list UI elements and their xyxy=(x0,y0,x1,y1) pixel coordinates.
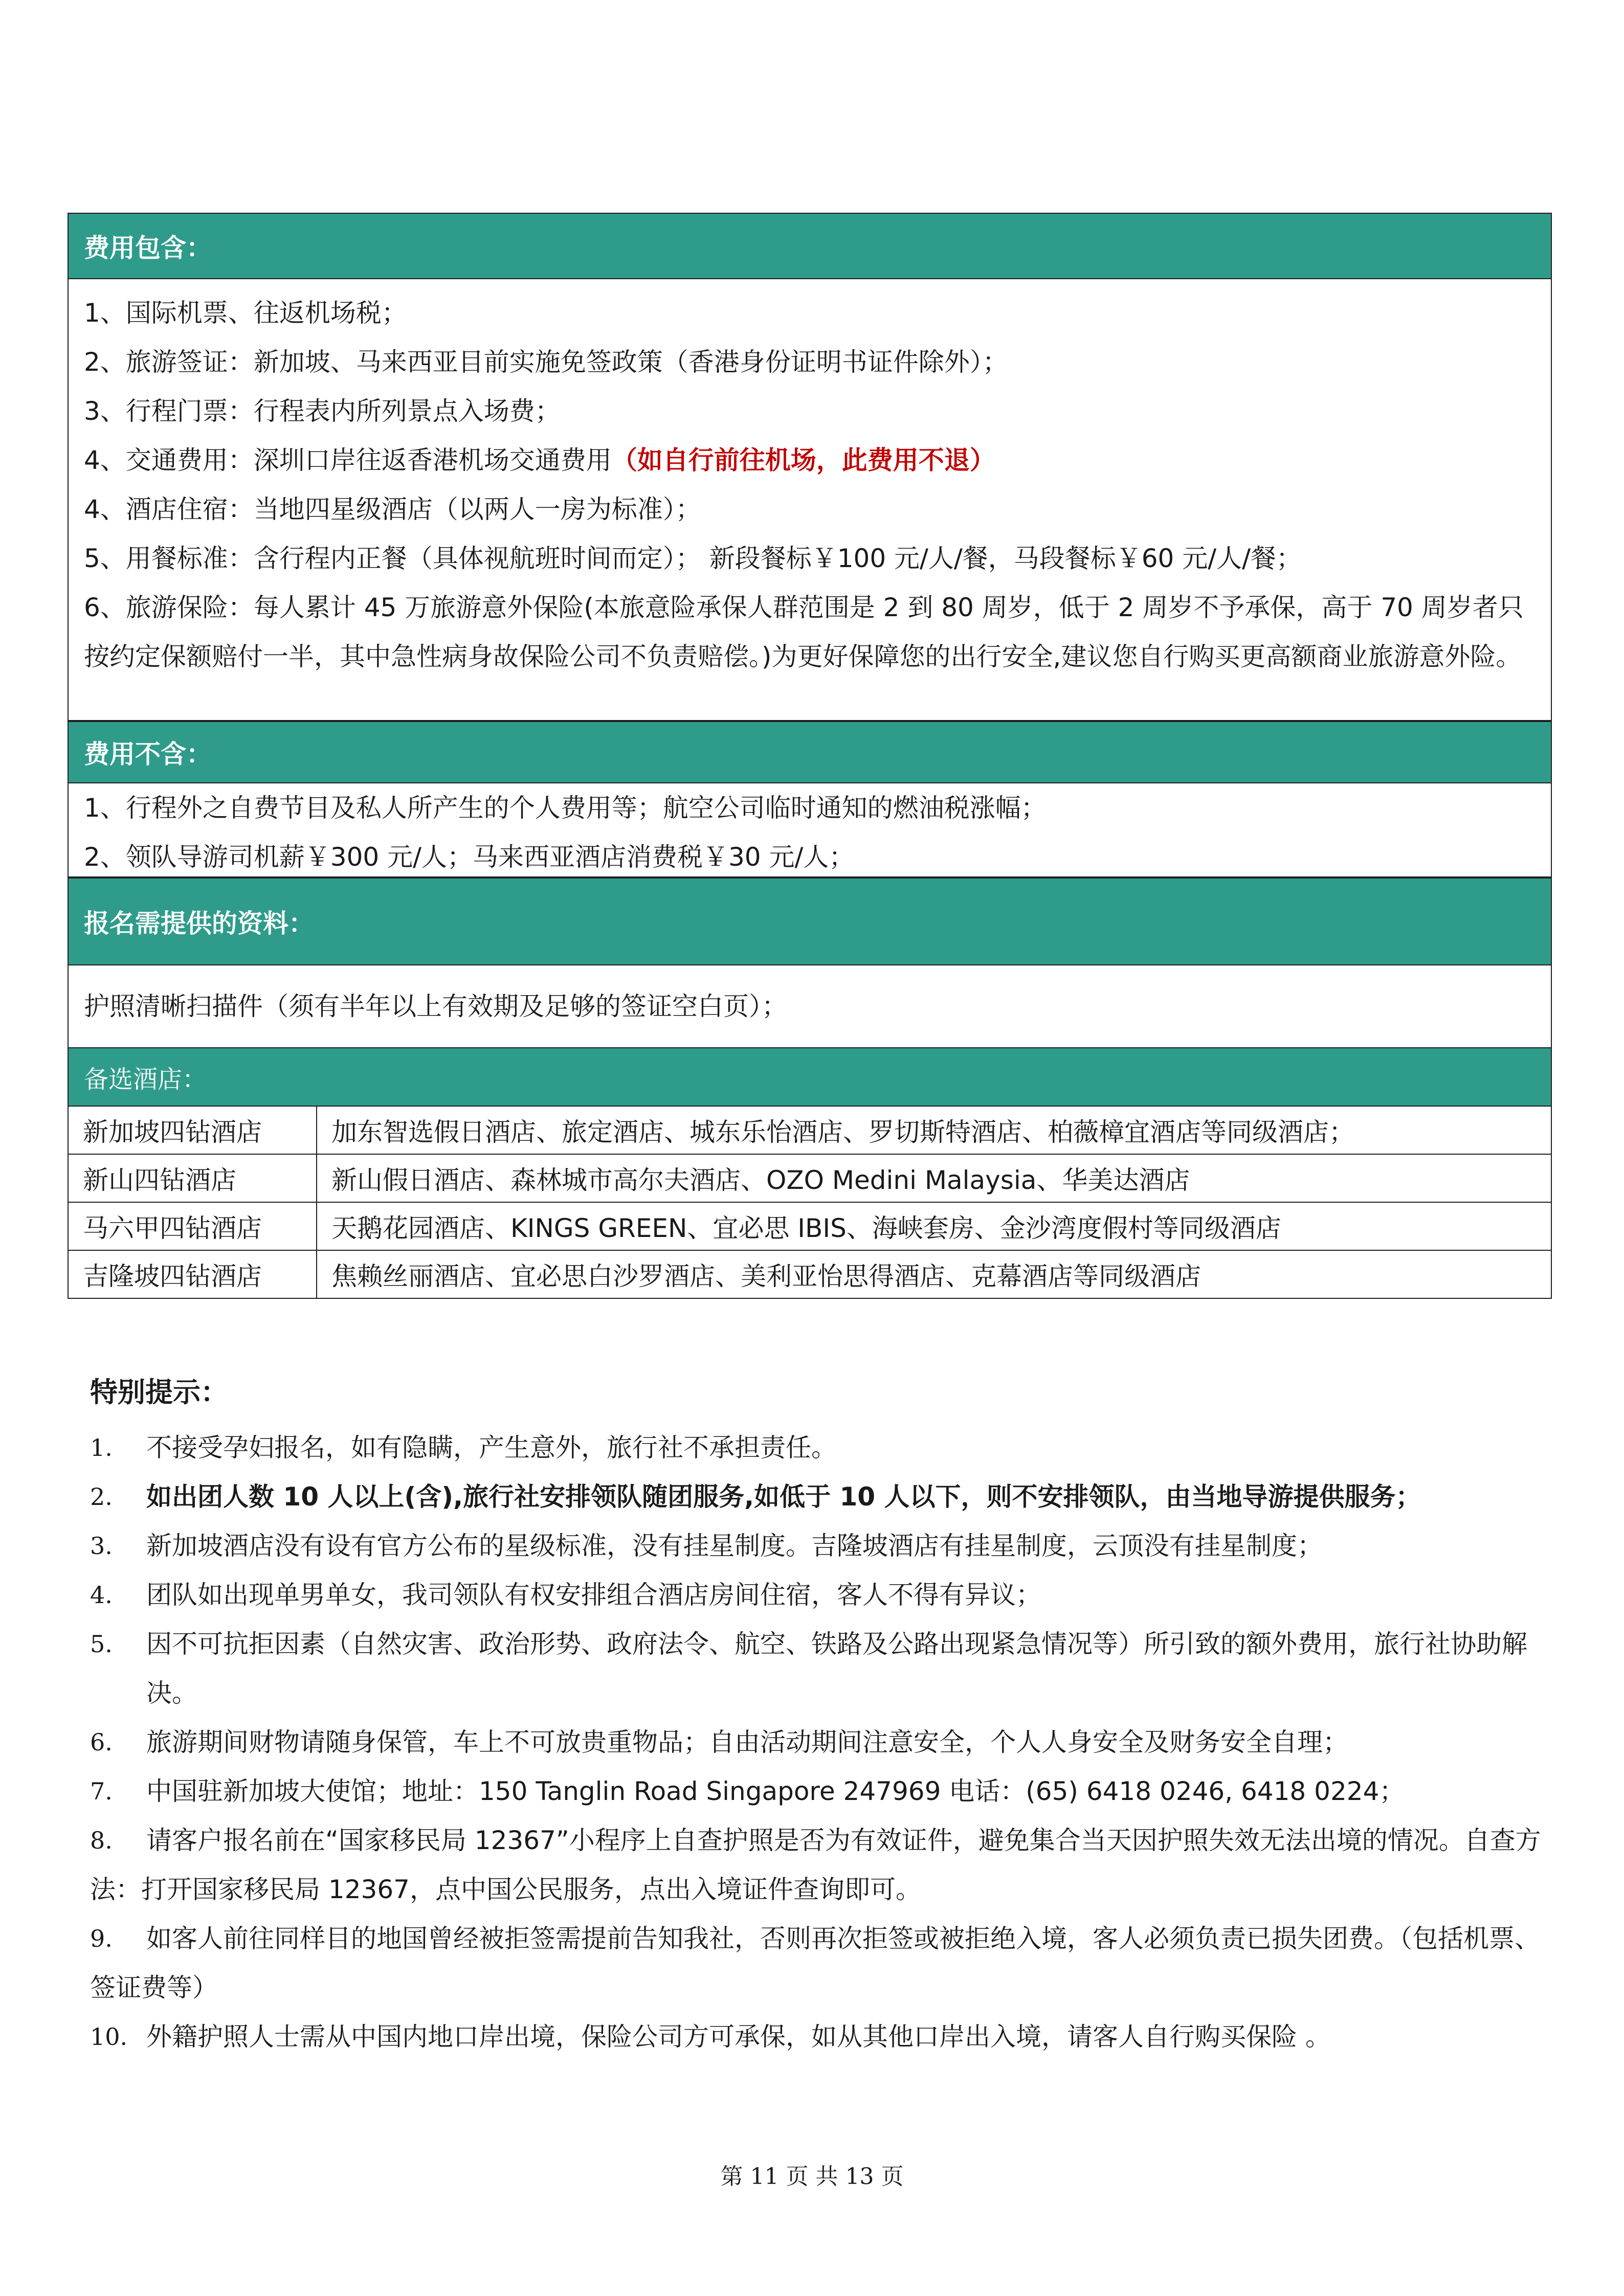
note-number: 10. xyxy=(90,2023,128,2051)
note-text: 不接受孕妇报名，如有隐瞒，产生意外，旅行社不承担责任。 xyxy=(146,1433,837,1462)
list-item xyxy=(90,1570,1553,1619)
list-item xyxy=(90,1718,1553,1767)
list-item xyxy=(90,1816,1553,1914)
note-text: 因不可抗拒因素（自然灾害、政治形势、政府法令、航空、铁路及公路出现紧急情况等）所引致的额外费用，旅行社协助解决。 xyxy=(146,1629,1527,1708)
table-row xyxy=(68,1106,1551,1154)
included-item: 4、酒店住宿：当地四星级酒店（以两人一房为标准）； xyxy=(84,494,701,524)
note-text: 新加坡酒店没有设有官方公布的星级标准，没有挂星制度。吉隆坡酒店有挂星制度，云顶没有挂星制度； xyxy=(146,1531,1323,1561)
list-item xyxy=(90,1619,1553,1718)
note-text: 如出团人数 10 人以上(含),旅行社安排领队随团服务,如低于 10 人以下，则不安排领队，由当地导游提供服务； xyxy=(146,1482,1421,1512)
hotel-area: 马六甲四钻酒店 xyxy=(68,1202,317,1250)
table-row xyxy=(68,1154,1551,1202)
excluded-header-text: 费用不含： xyxy=(84,739,212,769)
hotels-table xyxy=(68,1106,1552,1299)
included-item: 3、行程门票：行程表内所列景点入场费； xyxy=(84,396,561,426)
note-text: 如客人前往同样目的地国曾经被拒签需提前告知我社，否则再次拒签或被拒绝入境，客人必须负责已损失团费。（包括机票、签证费等） xyxy=(90,1924,1540,2002)
note-number: 6. xyxy=(90,1728,113,1756)
list-item xyxy=(90,2012,1553,2061)
list-item xyxy=(90,1521,1553,1570)
hotel-area: 新加坡四钻酒店 xyxy=(68,1106,317,1154)
required-docs-text: 护照清晰扫描件（须有半年以上有效期及足够的签证空白页）； xyxy=(84,992,787,1021)
note-number: 5. xyxy=(90,1630,113,1658)
included-item: 6、旅游保险：每人累计 45 万旅游意外保险(本旅意险承保人群范围是 2 到 80 周岁，低于 2 周岁不予承保，高于 70 周岁者只按约定保额赔付一半，其中急性病身故保险公司不负责赔偿。)为更好保障您的出行安全,建议您自行购买更高额商业旅游意外险。 xyxy=(84,593,1524,671)
note-number: 7. xyxy=(90,1777,113,1805)
list-item xyxy=(90,1472,1553,1521)
required-docs-header-text: 报名需提供的资料： xyxy=(84,909,314,938)
hotel-area: 新山四钻酒店 xyxy=(68,1154,317,1202)
hotel-list: 新山假日酒店、森林城市高尔夫酒店、OZO Medini Malaysia、华美达酒店 xyxy=(317,1154,1551,1202)
note-number: 4. xyxy=(90,1581,113,1609)
included-header xyxy=(68,213,1552,279)
hotel-list: 加东智选假日酒店、旅定酒店、城东乐怡酒店、罗切斯特酒店、柏薇樟宜酒店等同级酒店； xyxy=(317,1106,1551,1154)
notes-title: 特别提示： xyxy=(90,1376,228,1408)
note-number: 9. xyxy=(90,1925,113,1952)
excluded-item: 1、行程外之自费节目及私人所产生的个人费用等；航空公司临时通知的燃油税涨幅； xyxy=(84,793,1047,823)
note-number: 1. xyxy=(90,1434,113,1461)
required-docs-header xyxy=(68,877,1552,965)
hotel-list: 焦赖丝丽酒店、宜必思白沙罗酒店、美利亚怡思得酒店、克幕酒店等同级酒店 xyxy=(317,1250,1551,1298)
note-number: 2. xyxy=(90,1483,113,1511)
hotel-area: 吉隆坡四钻酒店 xyxy=(68,1250,317,1298)
list-item xyxy=(90,1914,1553,2012)
included-item: 2、旅游签证：新加坡、马来西亚目前实施免签政策（香港身份证明书证件除外）； xyxy=(84,347,1008,377)
excluded-item: 2、领队导游司机薪￥300 元/人；马来西亚酒店消费税￥30 元/人； xyxy=(84,842,855,872)
note-text: 请客户报名前在“国家移民局 12367”小程序上自查护照是否为有效证件，避免集合当天因护照失效无法出境的情况。自查方法：打开国家移民局 12367，点中国公民服务，点出入境证件查询即可。 xyxy=(90,1826,1541,1904)
included-item: 5、用餐标准：含行程内正餐（具体视航班时间而定）； 新段餐标￥100 元/人/餐，马段餐标￥60 元/人/餐； xyxy=(84,544,1302,573)
note-text: 外籍护照人士需从中国内地口岸出境，保险公司方可承保，如从其他口岸出入境，请客人自行购买保险 。 xyxy=(146,2022,1331,2052)
note-text: 中国驻新加坡大使馆；地址：150 Tanglin Road Singapore 247969 电话：(65) 6418 0246, 6418 0224； xyxy=(146,1776,1405,1806)
hotels-header xyxy=(68,1047,1552,1107)
list-item xyxy=(90,1767,1553,1816)
hotel-list: 天鹅花园酒店、KINGS GREEN、宜必思 IBIS、海峡套房、金沙湾度假村等同级酒店 xyxy=(317,1202,1551,1250)
note-text: 团队如出现单男单女，我司领队有权安排组合酒店房间住宿，客人不得有异议； xyxy=(146,1580,1041,1610)
table-row xyxy=(68,1202,1551,1250)
included-item-text: 4、交通费用：深圳口岸往返香港机场交通费用 xyxy=(84,445,612,475)
required-docs-body xyxy=(68,965,1552,1048)
included-header-text: 费用包含： xyxy=(84,233,212,263)
included-item xyxy=(84,436,1537,485)
special-notes xyxy=(90,1370,1553,2061)
table-row xyxy=(68,1250,1551,1298)
excluded-header xyxy=(68,721,1552,783)
included-item-warning: （如自行前往机场，此费用不退） xyxy=(611,445,995,475)
note-number: 8. xyxy=(90,1827,113,1854)
included-item: 1、国际机票、往返机场税； xyxy=(84,298,407,328)
note-number: 3. xyxy=(90,1532,113,1560)
page-footer: 第 11 页 共 13 页 xyxy=(720,2164,904,2190)
excluded-body xyxy=(68,783,1552,877)
note-text: 旅游期间财物请随身保管，车上不可放贵重物品；自由活动期间注意安全，个人人身安全及财务安全自理； xyxy=(146,1727,1348,1757)
hotels-header-text: 备选酒店： xyxy=(84,1065,207,1094)
list-item xyxy=(90,1423,1553,1472)
included-body xyxy=(68,279,1552,721)
